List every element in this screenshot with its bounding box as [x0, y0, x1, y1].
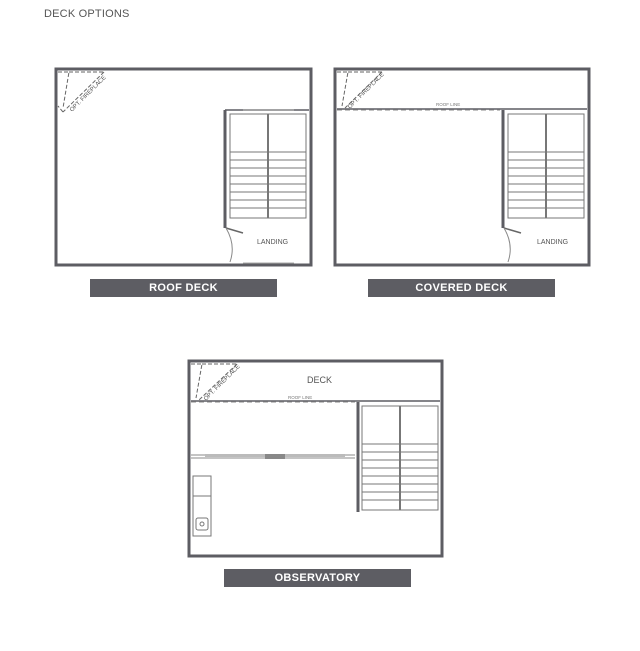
covered-deck-outer-wall — [335, 69, 589, 265]
roof-deck-door — [226, 228, 243, 262]
covered-deck-door — [504, 228, 521, 262]
roof-deck-fireplace-label: OPT. FIREPLACE — [69, 74, 108, 114]
observatory-glass-wall — [191, 454, 355, 459]
observatory-plan — [189, 361, 442, 556]
observatory-fireplace — [191, 364, 242, 402]
roof-deck-outer-wall — [56, 69, 311, 265]
observatory-caption: OBSERVATORY — [224, 569, 411, 587]
observatory-fireplace-label: OPT. FIREPLACE — [203, 363, 242, 403]
covered-deck-fireplace — [337, 72, 386, 110]
roof-deck-fireplace — [58, 72, 108, 113]
roof-deck-plan — [56, 69, 311, 265]
observatory-deck-label: DECK — [307, 375, 333, 385]
observatory-wet-bar — [193, 476, 211, 536]
observatory-stair-enclosure — [358, 402, 438, 512]
roof-deck-caption: ROOF DECK — [90, 279, 277, 297]
covered-deck-fireplace-label: OPT. FIREPLACE — [347, 71, 386, 111]
covered-deck-plan — [335, 69, 589, 265]
covered-deck-stair-enclosure — [503, 110, 584, 262]
roof-deck-landing-label: LANDING — [257, 239, 289, 246]
covered-deck-roof-line-label: ROOF LINE — [436, 102, 461, 107]
roof-deck-stair-enclosure — [225, 110, 309, 263]
observatory-roof-line-label: ROOF LINE — [288, 395, 313, 400]
page-title: DECK OPTIONS — [44, 8, 130, 20]
covered-deck-landing-label: LANDING — [537, 239, 569, 246]
covered-deck-caption: COVERED DECK — [368, 279, 555, 297]
